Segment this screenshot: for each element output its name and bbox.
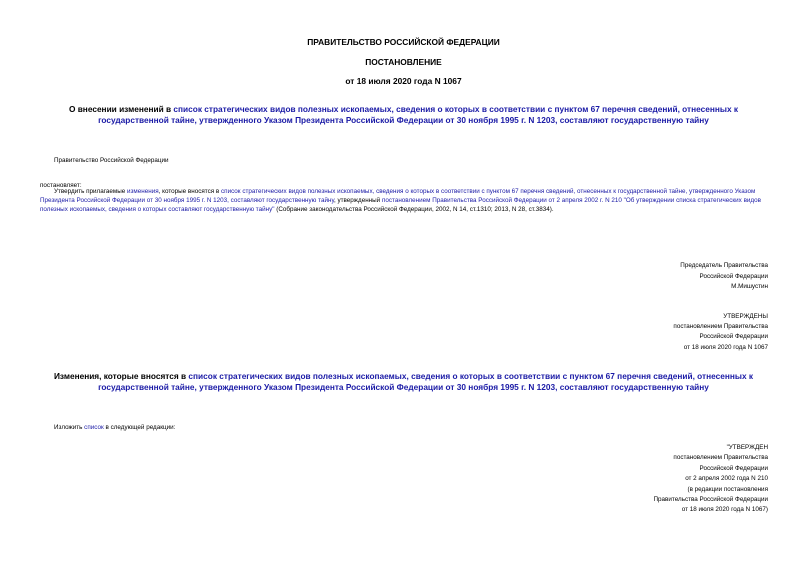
approved-line-4: от 18 июля 2020 года N 1067 [683, 343, 768, 351]
paragraph-1 [40, 187, 768, 215]
changes-title [40, 371, 767, 393]
approved2-line-6: Правительства Российской Федерации [653, 496, 768, 504]
issuer: Правительство Российской Федерации [54, 157, 169, 164]
signature-line-1: Председатель Правительства [680, 262, 768, 269]
approved2-line-1: "УТВЕРЖДЕН [726, 444, 768, 451]
signature-line-3: М.Мишустин [731, 283, 768, 290]
approved-block [560, 312, 768, 353]
document-title [40, 104, 767, 126]
approved2-line-2: постановлением Правительства [673, 454, 768, 462]
approved2-line-3: Российской Федерации [699, 464, 768, 472]
approved-line-1: УТВЕРЖДЕНЫ [723, 313, 768, 320]
title-link[interactable]: список стратегических видов полезных ископаемых, сведения о которых в соответствии с пунктом 67 перечня сведений, отнесенных к государственной тайне, утвержденного Указом Президента Российской Федерации от 30 ноября 1995 г. N 1203, составляют государственную тайну [98, 104, 739, 125]
approved2-line-7: от 18 июля 2020 года N 1067) [681, 506, 768, 514]
government-heading: ПРАВИТЕЛЬСТВО РОССИЙСКОЙ ФЕДЕРАЦИИ [307, 37, 500, 47]
title-prefix: О внесении изменений в [68, 104, 174, 114]
approved2-line-5: (в редакции постановления [687, 485, 768, 493]
instruction [54, 423, 175, 432]
date-number: от 18 июля 2020 года N 1067 [345, 76, 462, 86]
approved2-line-4: от 2 апреля 2002 года N 210 [685, 475, 768, 483]
instruction-link[interactable]: список [84, 424, 104, 431]
signature-line-2: Российской Федерации [699, 272, 768, 280]
p1-text-b: , которые вносятся в [158, 188, 222, 195]
changes-title-link[interactable]: список стратегических видов полезных ископаемых, сведения о которых в соответствии с пунктом 67 перечня сведений, отнесенных к государственной тайне, утвержденного Указом Президента Российской Федерации от 30 ноября 1995 г. N 1203, составляют государственную тайну [98, 371, 754, 392]
approved-2-block [560, 443, 768, 516]
p1-link-changes[interactable]: изменения [127, 188, 159, 195]
decides: постановляет: [40, 182, 82, 189]
doc-type-heading: ПОСТАНОВЛЕНИЕ [365, 57, 442, 67]
instruction-suffix: в следующей редакции: [103, 424, 176, 431]
p1-text-c: , утвержденный [334, 197, 382, 205]
p1-link-list[interactable]: список стратегических видов полезных ископаемых, сведения о которых в соответствии с пунктом 67 перечня сведений, отнесенных к государственной тайне, утвержденного Указом Президента Российской Федерации от 30 ноября 1995 г. N 1203, составляют государственную тайну [40, 188, 756, 205]
approved-line-3: Российской Федерации [699, 333, 768, 341]
approved-line-2: постановлением Правительства [673, 323, 768, 331]
signature-block [560, 261, 768, 293]
changes-title-prefix: Изменения, которые вносятся в [53, 371, 189, 381]
p1-text-d: (Собрание законодательства Российской Федерации, 2002, N 14, ст.1310; 2013, N 28, ст.3834). [274, 206, 554, 214]
instruction-prefix: Изложить [54, 424, 85, 431]
p1-link-decree[interactable]: постановлением Правительства Российской Федерации от 2 апреля 2002 г. N 210 "Об утверждении списка стратегических видов полезных ископаемых, сведения о которых составляют государственную тайну" [40, 197, 761, 214]
p1-text-a: Утвердить прилагаемые [54, 188, 127, 195]
